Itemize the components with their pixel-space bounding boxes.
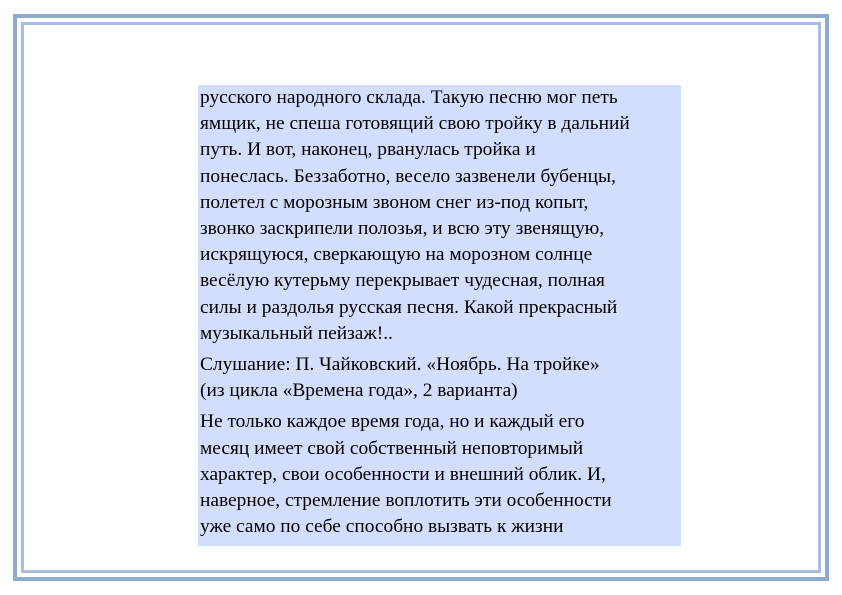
text-line: русского народного склада. Такую песню мог петь xyxy=(200,87,618,108)
paragraph-listening xyxy=(200,352,679,404)
paragraph-troika-description xyxy=(200,85,679,347)
paragraph-seasons xyxy=(200,409,679,540)
text-line: искрящуюся, сверкающую на морозном солнце xyxy=(200,244,593,266)
text-line: музыкальный пейзаж!.. xyxy=(200,322,393,344)
text-line: Не только каждое время года, но и каждый его xyxy=(200,411,585,433)
text-line: звонко заскрипели полозья, и всю эту звенящую, xyxy=(200,218,605,240)
text-line: весёлую кутерьму перекрывает чудесная, полная xyxy=(200,270,605,292)
text-line: месяц имеет свой собственный неповторимый xyxy=(200,437,584,459)
text-line: полетел с морозным звоном снег из-под копыт, xyxy=(200,191,589,213)
text-block xyxy=(198,85,681,546)
text-line: ямщик, не спеша готовящий свою тройку в дальний xyxy=(200,113,630,135)
text-line: наверное, стремление воплотить эти особенности xyxy=(200,490,612,512)
text-line: силы и раздолья русская песня. Какой прекрасный xyxy=(200,296,618,318)
text-line: понеслась. Беззаботно, весело зазвенели бубенцы, xyxy=(200,165,616,187)
text-line: (из цикла «Времена года», 2 варианта) xyxy=(200,380,518,402)
text-line: уже само по себе способно вызвать к жизни xyxy=(200,516,564,538)
text-line: путь. И вот, наконец, рванулась тройка и xyxy=(200,139,536,161)
text-line: Слушание: П. Чайковский. «Ноябрь. На тройке» xyxy=(200,354,600,376)
text-line: характер, свои особенности и внешний облик. И, xyxy=(200,463,606,485)
